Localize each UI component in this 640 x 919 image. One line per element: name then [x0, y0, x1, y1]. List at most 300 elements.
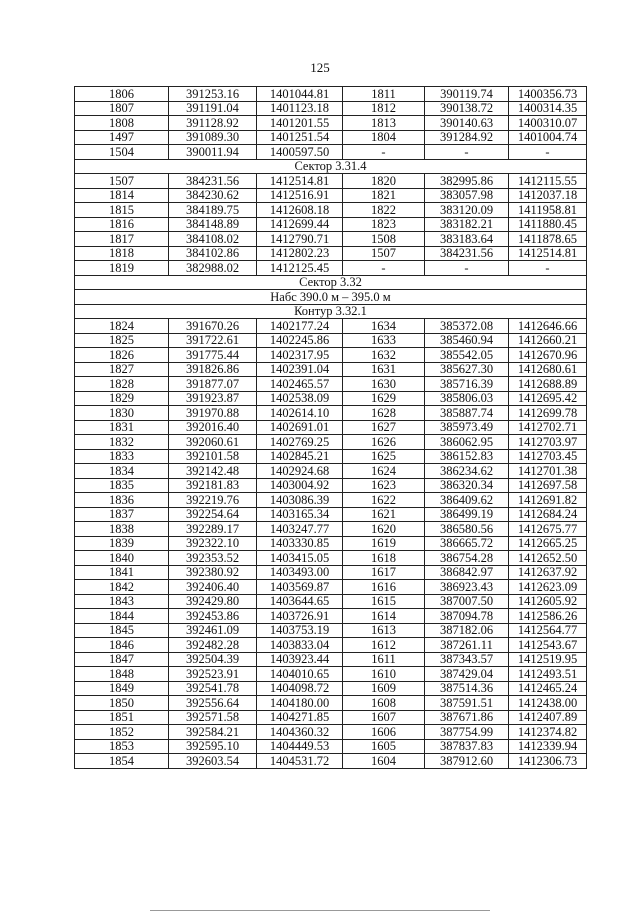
table-cell: 390138.72 — [425, 101, 509, 116]
table-cell: 1412306.73 — [509, 754, 587, 769]
table-cell: 1402177.24 — [257, 319, 343, 334]
table-row — [75, 130, 587, 145]
footer-rule — [150, 910, 490, 911]
table-cell: 391089.30 — [169, 130, 257, 145]
table-cell: 1402465.57 — [257, 377, 343, 392]
table-cell: 1403644.65 — [257, 594, 343, 609]
table-cell: 392429.80 — [169, 594, 257, 609]
table-cell: 1401123.18 — [257, 101, 343, 116]
table-cell: 1848 — [75, 667, 169, 682]
table-cell: 392353.52 — [169, 551, 257, 566]
table-cell: 1412623.09 — [509, 580, 587, 595]
table-cell: 1849 — [75, 681, 169, 696]
table-cell: 1403247.77 — [257, 522, 343, 537]
table-cell: 1403004.92 — [257, 478, 343, 493]
table-cell: 391670.26 — [169, 319, 257, 334]
table-cell: 386062.95 — [425, 435, 509, 450]
table-cell: 1411880.45 — [509, 217, 587, 232]
table-cell: 1412605.92 — [509, 594, 587, 609]
table-cell: 1630 — [343, 377, 425, 392]
table-cell: 385716.39 — [425, 377, 509, 392]
table-cell: 392181.83 — [169, 478, 257, 493]
table-cell: 392504.39 — [169, 652, 257, 667]
table-cell: 1404449.53 — [257, 739, 343, 754]
table-cell: 1403415.05 — [257, 551, 343, 566]
table-row — [75, 362, 587, 377]
table-cell: 1412652.50 — [509, 551, 587, 566]
table-cell: 1850 — [75, 696, 169, 711]
table-cell: 384102.86 — [169, 246, 257, 261]
table-cell: 392453.86 — [169, 609, 257, 624]
table-cell: 382988.02 — [169, 261, 257, 276]
table-cell: 392289.17 — [169, 522, 257, 537]
table-cell: 1412646.66 — [509, 319, 587, 334]
table-cell: 1821 — [343, 188, 425, 203]
table-row — [75, 145, 587, 160]
table-cell: 1412339.94 — [509, 739, 587, 754]
table-cell: 1826 — [75, 348, 169, 363]
table-cell: 1412516.91 — [257, 188, 343, 203]
table-cell: 386499.19 — [425, 507, 509, 522]
table-cell: - — [343, 261, 425, 276]
table-cell: 1400310.07 — [509, 116, 587, 131]
table-row — [75, 594, 587, 609]
table-cell: 1813 — [343, 116, 425, 131]
table-cell: 392254.64 — [169, 507, 257, 522]
table-cell: 1822 — [343, 203, 425, 218]
table-cell: 385973.49 — [425, 420, 509, 435]
table-cell: 1412037.18 — [509, 188, 587, 203]
table-row — [75, 464, 587, 479]
table-row — [75, 565, 587, 580]
table-cell: 1613 — [343, 623, 425, 638]
table-cell: 1412670.96 — [509, 348, 587, 363]
table-row — [75, 232, 587, 247]
table-cell: 1811 — [343, 87, 425, 102]
table-cell: 1404271.85 — [257, 710, 343, 725]
table-cell: 386234.62 — [425, 464, 509, 479]
table-cell: 391775.44 — [169, 348, 257, 363]
table-row — [75, 507, 587, 522]
table-row — [75, 536, 587, 551]
table-cell: 392603.54 — [169, 754, 257, 769]
table-cell: 392380.92 — [169, 565, 257, 580]
table-cell: 1412684.24 — [509, 507, 587, 522]
table-row — [75, 406, 587, 421]
table-cell: 1497 — [75, 130, 169, 145]
table-cell: 385887.74 — [425, 406, 509, 421]
page-number: 125 — [310, 60, 330, 75]
table-row — [75, 667, 587, 682]
table-cell: 1624 — [343, 464, 425, 479]
table-cell: 392571.58 — [169, 710, 257, 725]
table-cell: 1412374.82 — [509, 725, 587, 740]
table-cell: 1412675.77 — [509, 522, 587, 537]
table-cell: 1828 — [75, 377, 169, 392]
table-cell: 387671.86 — [425, 710, 509, 725]
table-cell: 1606 — [343, 725, 425, 740]
table-cell: 1829 — [75, 391, 169, 406]
table-cell: 1839 — [75, 536, 169, 551]
table-row — [75, 449, 587, 464]
table-cell: 392541.78 — [169, 681, 257, 696]
table-cell: 385542.05 — [425, 348, 509, 363]
section-header: Контур 3.32.1 — [75, 304, 587, 319]
table-cell: 1853 — [75, 739, 169, 754]
table-cell: 1508 — [343, 232, 425, 247]
table-cell: 1831 — [75, 420, 169, 435]
table-cell: 385460.94 — [425, 333, 509, 348]
table-cell: 1615 — [343, 594, 425, 609]
table-cell: 385372.08 — [425, 319, 509, 334]
table-cell: 390119.74 — [425, 87, 509, 102]
table-cell: 387429.04 — [425, 667, 509, 682]
table-cell: 384148.89 — [169, 217, 257, 232]
table-cell: 1412790.71 — [257, 232, 343, 247]
table-cell: 1402769.25 — [257, 435, 343, 450]
section-header-row — [75, 304, 587, 319]
table-cell: 1817 — [75, 232, 169, 247]
table-cell: 1609 — [343, 681, 425, 696]
table-cell: 392016.40 — [169, 420, 257, 435]
table-cell: 383057.98 — [425, 188, 509, 203]
table-cell: 384108.02 — [169, 232, 257, 247]
table-cell: 1833 — [75, 449, 169, 464]
table-cell: 1816 — [75, 217, 169, 232]
table-cell: 1412493.51 — [509, 667, 587, 682]
table-row — [75, 725, 587, 740]
table-cell: 1604 — [343, 754, 425, 769]
table-cell: 1403165.34 — [257, 507, 343, 522]
table-cell: 1823 — [343, 217, 425, 232]
table-row — [75, 174, 587, 189]
table-cell: 383120.09 — [425, 203, 509, 218]
table-cell: 1404010.65 — [257, 667, 343, 682]
table-cell: 1411878.65 — [509, 232, 587, 247]
table-cell: 1402245.86 — [257, 333, 343, 348]
table-cell: 1412697.58 — [509, 478, 587, 493]
table-cell: 1412660.21 — [509, 333, 587, 348]
table-cell: 387007.50 — [425, 594, 509, 609]
table-cell: 1617 — [343, 565, 425, 580]
table-cell: 1400314.35 — [509, 101, 587, 116]
table-cell: 391826.86 — [169, 362, 257, 377]
table-cell: 1618 — [343, 551, 425, 566]
table-cell: 1412608.18 — [257, 203, 343, 218]
table-cell: 1629 — [343, 391, 425, 406]
table-cell: 387754.99 — [425, 725, 509, 740]
table-cell: 387837.83 — [425, 739, 509, 754]
table-row — [75, 203, 587, 218]
table-cell: 1820 — [343, 174, 425, 189]
table-cell: 1412514.81 — [257, 174, 343, 189]
table-cell: 1412703.97 — [509, 435, 587, 450]
table-cell: 1412637.92 — [509, 565, 587, 580]
table-row — [75, 101, 587, 116]
table-cell: 384189.75 — [169, 203, 257, 218]
table-cell: 1404098.72 — [257, 681, 343, 696]
table-cell: 1620 — [343, 522, 425, 537]
table-cell: - — [509, 261, 587, 276]
table-cell: 391284.92 — [425, 130, 509, 145]
table-cell: 391970.88 — [169, 406, 257, 421]
section-header: Сектор 3.32 — [75, 275, 587, 290]
table-cell: 392523.91 — [169, 667, 257, 682]
table-cell: 1838 — [75, 522, 169, 537]
table-cell: 1835 — [75, 478, 169, 493]
table-cell: 1412802.23 — [257, 246, 343, 261]
table-cell: 1403833.04 — [257, 638, 343, 653]
table-cell: 1403330.85 — [257, 536, 343, 551]
table-cell: 390140.63 — [425, 116, 509, 131]
table-cell: 1611 — [343, 652, 425, 667]
table-cell: 1634 — [343, 319, 425, 334]
table-cell: 1808 — [75, 116, 169, 131]
table-cell: 392595.10 — [169, 739, 257, 754]
table-cell: 1842 — [75, 580, 169, 595]
table-cell: 387343.57 — [425, 652, 509, 667]
table-cell: 1402924.68 — [257, 464, 343, 479]
table-cell: 1402691.01 — [257, 420, 343, 435]
table-cell: 1402845.21 — [257, 449, 343, 464]
table-row — [75, 754, 587, 769]
table-cell: 391191.04 — [169, 101, 257, 116]
table-cell: 1837 — [75, 507, 169, 522]
section-header-row — [75, 159, 587, 174]
table-cell: 386665.72 — [425, 536, 509, 551]
table-cell: 1827 — [75, 362, 169, 377]
table-cell: 1412564.77 — [509, 623, 587, 638]
table-cell: 1401201.55 — [257, 116, 343, 131]
table-row — [75, 188, 587, 203]
table-cell: 1815 — [75, 203, 169, 218]
table-cell: 1840 — [75, 551, 169, 566]
table-cell: 392584.21 — [169, 725, 257, 740]
table-cell: 384231.56 — [169, 174, 257, 189]
table-cell: 1807 — [75, 101, 169, 116]
table-cell: 1412699.44 — [257, 217, 343, 232]
table-cell: 392461.09 — [169, 623, 257, 638]
table-cell: 1412586.26 — [509, 609, 587, 624]
table-row — [75, 493, 587, 508]
table-cell: 1627 — [343, 420, 425, 435]
table-cell: 1412695.42 — [509, 391, 587, 406]
table-cell: 1830 — [75, 406, 169, 421]
section-header-row — [75, 275, 587, 290]
table-cell: 1401044.81 — [257, 87, 343, 102]
table-cell: 1412519.95 — [509, 652, 587, 667]
table-cell: 1845 — [75, 623, 169, 638]
table-cell: 1818 — [75, 246, 169, 261]
table-cell: 1614 — [343, 609, 425, 624]
table-cell: 1507 — [343, 246, 425, 261]
table-row — [75, 377, 587, 392]
table-cell: 385627.30 — [425, 362, 509, 377]
table-cell: 1836 — [75, 493, 169, 508]
table-row — [75, 638, 587, 653]
table-cell: 1616 — [343, 580, 425, 595]
table-cell: 1412514.81 — [509, 246, 587, 261]
table-row — [75, 739, 587, 754]
table-row — [75, 261, 587, 276]
table-cell: 1622 — [343, 493, 425, 508]
table-cell: 382995.86 — [425, 174, 509, 189]
table-cell: 386923.43 — [425, 580, 509, 595]
table-row — [75, 319, 587, 334]
table-row — [75, 652, 587, 667]
table-cell: 1847 — [75, 652, 169, 667]
table-row — [75, 580, 587, 595]
table-cell: 1628 — [343, 406, 425, 421]
table-cell: 392482.28 — [169, 638, 257, 653]
table-row — [75, 623, 587, 638]
table-cell: 1814 — [75, 188, 169, 203]
table-cell: 1412691.82 — [509, 493, 587, 508]
table-cell: 1633 — [343, 333, 425, 348]
table-cell: 1412115.55 — [509, 174, 587, 189]
table-cell: 1403086.39 — [257, 493, 343, 508]
table-cell: 1411958.81 — [509, 203, 587, 218]
table-cell: 1605 — [343, 739, 425, 754]
table-cell: 1834 — [75, 464, 169, 479]
table-cell: 1841 — [75, 565, 169, 580]
table-row — [75, 391, 587, 406]
table-cell: 1412665.25 — [509, 536, 587, 551]
table-cell: 1402317.95 — [257, 348, 343, 363]
table-cell: 1806 — [75, 87, 169, 102]
table-row — [75, 87, 587, 102]
table-cell: 386842.97 — [425, 565, 509, 580]
table-cell: 391877.07 — [169, 377, 257, 392]
table-cell: 1610 — [343, 667, 425, 682]
table-cell: - — [425, 261, 509, 276]
table-cell: 1843 — [75, 594, 169, 609]
table-cell: 1403753.19 — [257, 623, 343, 638]
table-cell: 387261.11 — [425, 638, 509, 653]
table-cell: 1401251.54 — [257, 130, 343, 145]
table-cell: 387912.60 — [425, 754, 509, 769]
table-cell: 1404180.00 — [257, 696, 343, 711]
table-cell: 390011.94 — [169, 145, 257, 160]
table-cell: 1812 — [343, 101, 425, 116]
table-cell: 391923.87 — [169, 391, 257, 406]
section-header-row — [75, 290, 587, 305]
table-cell: 383182.21 — [425, 217, 509, 232]
table-row — [75, 478, 587, 493]
table-cell: 1403923.44 — [257, 652, 343, 667]
table-cell: 1400597.50 — [257, 145, 343, 160]
table-row — [75, 420, 587, 435]
table-cell: 1819 — [75, 261, 169, 276]
table-cell: 1412125.45 — [257, 261, 343, 276]
table-cell: 1401004.74 — [509, 130, 587, 145]
table-cell: 1832 — [75, 435, 169, 450]
table-row — [75, 246, 587, 261]
table-cell: 386409.62 — [425, 493, 509, 508]
table-cell: 1612 — [343, 638, 425, 653]
table-cell: 1400356.73 — [509, 87, 587, 102]
table-cell: 1626 — [343, 435, 425, 450]
table-cell: 392322.10 — [169, 536, 257, 551]
table-row — [75, 551, 587, 566]
table-cell: 1607 — [343, 710, 425, 725]
table-cell: 386754.28 — [425, 551, 509, 566]
table-row — [75, 217, 587, 232]
table-cell: 391128.92 — [169, 116, 257, 131]
table-cell: 384230.62 — [169, 188, 257, 203]
section-header: Сектор 3.31.4 — [75, 159, 587, 174]
table-cell: 1412699.78 — [509, 406, 587, 421]
table-row — [75, 522, 587, 537]
table-cell: 1402538.09 — [257, 391, 343, 406]
coordinates-table — [74, 86, 587, 769]
table-cell: 1632 — [343, 348, 425, 363]
table-cell: 392556.64 — [169, 696, 257, 711]
table-cell: - — [425, 145, 509, 160]
table-cell: 383183.64 — [425, 232, 509, 247]
table-cell: 1402391.04 — [257, 362, 343, 377]
table-cell: 1504 — [75, 145, 169, 160]
table-cell: 1824 — [75, 319, 169, 334]
table-cell: 1619 — [343, 536, 425, 551]
table-cell: 1412465.24 — [509, 681, 587, 696]
section-header: Набс 390.0 м – 395.0 м — [75, 290, 587, 305]
table-cell: 1852 — [75, 725, 169, 740]
table-cell: 1412703.45 — [509, 449, 587, 464]
table-cell: 387514.36 — [425, 681, 509, 696]
table-cell: 387182.06 — [425, 623, 509, 638]
table-cell: 1412688.89 — [509, 377, 587, 392]
table-cell: 392219.76 — [169, 493, 257, 508]
table-cell: 387094.78 — [425, 609, 509, 624]
table-cell: 1403726.91 — [257, 609, 343, 624]
table-row — [75, 609, 587, 624]
table-cell: 1507 — [75, 174, 169, 189]
table-cell: 1623 — [343, 478, 425, 493]
table-row — [75, 696, 587, 711]
table-cell: - — [509, 145, 587, 160]
table-row — [75, 348, 587, 363]
table-cell: 1625 — [343, 449, 425, 464]
table-row — [75, 333, 587, 348]
table-cell: 1403569.87 — [257, 580, 343, 595]
table-cell: 391253.16 — [169, 87, 257, 102]
table-cell: 1412543.67 — [509, 638, 587, 653]
table-cell: 1844 — [75, 609, 169, 624]
table-cell: 1825 — [75, 333, 169, 348]
table-row — [75, 710, 587, 725]
table-cell: 1402614.10 — [257, 406, 343, 421]
table-cell: 1412680.61 — [509, 362, 587, 377]
table-cell: 384231.56 — [425, 246, 509, 261]
table-cell: 1631 — [343, 362, 425, 377]
table-cell: 1412407.89 — [509, 710, 587, 725]
table-cell: 392060.61 — [169, 435, 257, 450]
table-cell: 385806.03 — [425, 391, 509, 406]
table-cell: 1404531.72 — [257, 754, 343, 769]
table-cell: 391722.61 — [169, 333, 257, 348]
table-cell: 1403493.00 — [257, 565, 343, 580]
table-cell: 1854 — [75, 754, 169, 769]
table-row — [75, 435, 587, 450]
table-cell: 1804 — [343, 130, 425, 145]
table-cell: 386152.83 — [425, 449, 509, 464]
table-cell: - — [343, 145, 425, 160]
table-cell: 1851 — [75, 710, 169, 725]
table-cell: 392406.40 — [169, 580, 257, 595]
table-cell: 1404360.32 — [257, 725, 343, 740]
table-cell: 1412438.00 — [509, 696, 587, 711]
